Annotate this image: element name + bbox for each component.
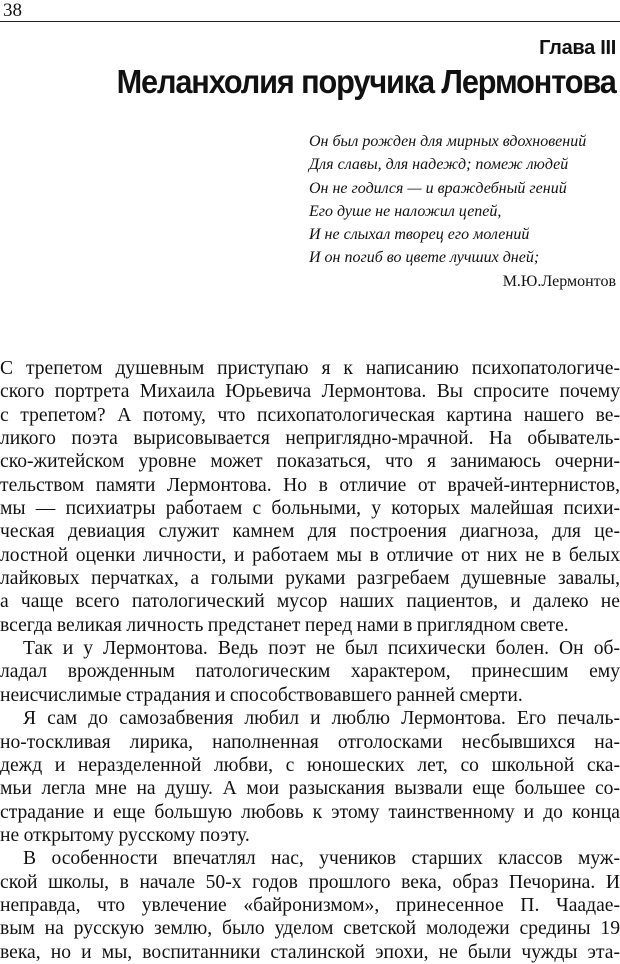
text-line: всегда великая личность предстанет перед нами в приглядном свете.	[0, 614, 569, 636]
text-line: ческая девиация служит камнем для построения диагноза, для це-	[0, 521, 620, 543]
epigraph-line: Его душе не наложил цепей,	[309, 202, 502, 220]
text-line: мы — психиатры работаем с больными, у которых малейшая психи-	[0, 498, 620, 520]
text-line: Я сам до самозабвения любил и люблю Лермонтова. Его печаль-	[23, 708, 620, 730]
epigraph-line: Он не годился — и враждебный гений	[309, 179, 567, 197]
epigraph	[309, 130, 619, 293]
text-line: мьи легла мне на душу. А мои разыскания вызвали еще большее со-	[0, 778, 620, 800]
epigraph-author: М.Ю.Лермонтов	[502, 272, 616, 290]
epigraph-line: И не слыхал творец его молений	[309, 226, 530, 244]
text-line: Так и у Лермонтова. Ведь поэт не был психически болен. Он об-	[23, 638, 620, 660]
text-line: ской школы, в начале 50-х годов прошлого века, образ Печорина. И	[0, 871, 620, 893]
epigraph-line: Он был рожден для мирных вдохновений	[309, 133, 587, 150]
text-line: с трепетом? А потому, что психопатологическая картина нашего ве-	[0, 404, 620, 426]
text-line: страдание и еще большую любовь к этому таинственному и до конца	[0, 801, 620, 823]
text-line: тельством памяти Лермонтова. Но в отличие от врачей-интернистов,	[0, 474, 620, 496]
text-line: века, но и мы, воспитанники сталинской эпохи, не были чужды эта-	[0, 941, 620, 963]
text-line: ского портрета Михаила Юрьевича Лермонтова. Вы спросите почему	[0, 381, 620, 403]
text-line: В особенности впечатлял нас, учеников старших классов муж-	[23, 848, 620, 870]
text-line: С трепетом душевным приступаю я к написанию психопатологиче-	[0, 358, 620, 379]
text-line: неправда, что увлечение «байронизмом», принесенное П. Чаадае-	[0, 894, 620, 916]
body-text	[0, 357, 620, 964]
text-line: но-тоскливая лирика, наполненная отголосками несбывшихся на-	[0, 731, 620, 753]
page-number: 38	[3, 0, 22, 21]
text-line: дежд и неразделенной любви, с юношеских лет, со школьной ска-	[0, 754, 620, 776]
text-line: лостной оценки личности, и работаем мы в отличие от них не в белых	[0, 544, 620, 566]
text-line: неисчислимые страдания и способствовавшего ранней смерти.	[0, 684, 523, 706]
chapter-title: Меланхолия поручика Лермонтова	[116, 63, 616, 100]
epigraph-line: Для славы, для надежд; помеж людей	[309, 156, 569, 174]
text-line: ладал врожденным патологическим характером, принесшим ему	[0, 661, 620, 683]
header-rule	[0, 21, 620, 22]
epigraph-line: И он погиб во цвете лучших дней;	[309, 249, 540, 267]
text-line: вым на русскую землю, было уделом светской молодежи средины 19	[0, 918, 620, 940]
chapter-label: Глава III	[539, 37, 616, 59]
text-line: ско-житейском уровне может показаться, что я занимаюсь очерни-	[0, 451, 620, 473]
text-line: лайковых перчатках, а голыми руками разгребаем душевные завалы,	[0, 568, 620, 590]
text-line: не открытому русскому поэту.	[0, 824, 250, 846]
text-line: а чаще всего патологический мусор наших пациентов, и далеко не	[0, 591, 620, 613]
text-line: ликого поэта вырисовывается неприглядно-мрачной. На обыватель-	[0, 428, 620, 450]
